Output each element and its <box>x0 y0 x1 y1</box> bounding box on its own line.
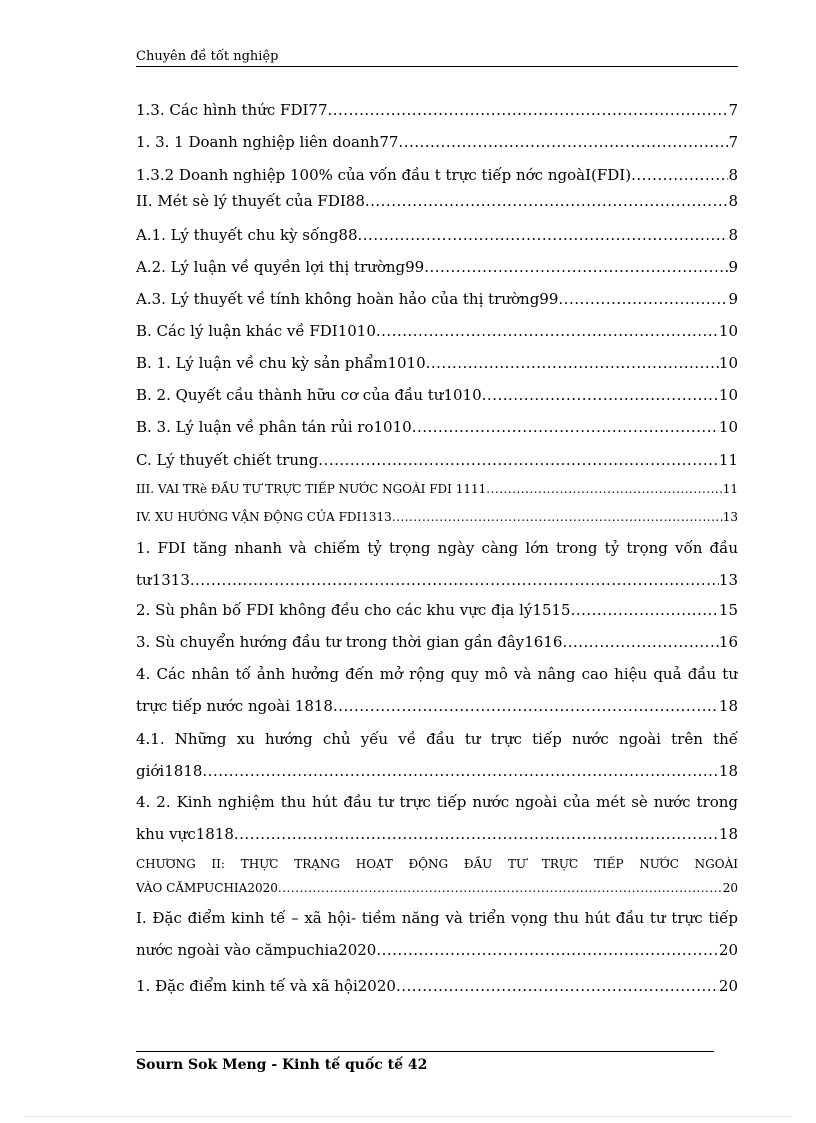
toc-entry[interactable] <box>136 632 738 652</box>
dot-leader <box>482 385 719 405</box>
toc-entry-text: C. Lý thuyết chiết trung <box>136 451 319 469</box>
footer-divider <box>136 1051 714 1052</box>
dot-leader <box>398 132 728 152</box>
toc-entry[interactable] <box>136 417 738 437</box>
toc-entry-text: 1.3. Các hình thức FDI77 <box>136 101 328 119</box>
dot-leader <box>631 165 728 185</box>
toc-entry[interactable] <box>136 538 738 590</box>
toc-entry-text: A.2. Lý luận về quyền lợi thị trường99 <box>136 258 425 276</box>
dot-leader <box>318 450 719 470</box>
toc-entry[interactable] <box>136 225 738 245</box>
page-footer <box>136 1057 738 1073</box>
toc-entry-text: B. 2. Quyết cầu thành hữu cơ của đầu tư1010 <box>136 386 482 404</box>
toc-page-number: 16 <box>718 633 738 651</box>
toc-entry-text: A.1. Lý thuyết chu kỳ sống88 <box>136 226 358 244</box>
toc-page-number: 10 <box>718 386 738 404</box>
toc-entry-text: III. VAI TRè ĐẦU TƯ TRỰC TIẾP NƯỚC NGOÀI FDI 1111 <box>136 482 487 496</box>
footer-author: Sourn Sok Meng - Kinh tế quốc tế 42 <box>136 1057 428 1073</box>
toc-page-number: 18 <box>718 762 738 780</box>
toc-page-number: 10 <box>718 418 738 436</box>
toc-entry[interactable] <box>136 450 738 470</box>
toc-entry-text: II. Mét sè lý thuyết của FDI88 <box>136 192 365 210</box>
page-edge-divider <box>24 1116 792 1117</box>
dot-leader <box>412 417 719 437</box>
toc-page-number: 20 <box>718 941 738 959</box>
toc-entry-text: 1. Đặc điểm kinh tế và xã hội2020 <box>136 977 396 995</box>
toc-entry[interactable] <box>136 664 738 716</box>
dot-leader <box>571 600 719 620</box>
toc-entry[interactable] <box>136 100 738 120</box>
toc-page-number: 8 <box>728 226 738 244</box>
toc-entry-text: B. 3. Lý luận về phân tán rủi ro1010 <box>136 418 412 436</box>
toc-page-number: 8 <box>728 166 738 184</box>
toc-entry[interactable] <box>136 481 738 497</box>
toc-page-number: 15 <box>718 601 738 619</box>
toc-entry-text-line1: 4. 2. Kinh nghiệm thu hút đầu tư trực tiếp nước ngoài của mét sè nước trong <box>136 793 738 811</box>
dot-leader <box>376 940 719 960</box>
dot-leader <box>202 761 719 781</box>
dot-leader <box>190 570 719 590</box>
toc-entry-text-line1: CHƯƠNG II: THỰC TRẠNG HOẠT ĐỘNG ĐẦU TƯ TRỰC TIẾP NƯỚC NGOÀI <box>136 857 738 871</box>
toc-entry-text: 1. 3. 1 Doanh nghiệp liên doanh77 <box>136 133 399 151</box>
toc-entry-text-line1: 1. FDI tăng nhanh và chiếm tỷ trọng ngày càng lớn trong tỷ trọng vốn đầu <box>136 539 738 557</box>
toc-entry-text: IV. XU HƯỚNG VẬN ĐỘNG CỦA FDI1313 <box>136 510 392 524</box>
toc-entry[interactable] <box>136 600 738 620</box>
toc-entry-text: B. Các lý luận khác về FDI1010 <box>136 322 376 340</box>
toc-entry[interactable] <box>136 132 738 152</box>
toc-entry-text: nước ngoài vào cămpuchia2020 <box>136 941 377 959</box>
toc-entry[interactable] <box>136 908 738 960</box>
toc-page-number: 18 <box>718 825 738 843</box>
toc-entry-text: giới1818 <box>136 762 203 780</box>
dot-leader <box>486 481 722 497</box>
toc-entry-text: tư1313 <box>136 571 190 589</box>
toc-page-number: 13 <box>722 510 738 524</box>
toc-page-number: 10 <box>718 322 738 340</box>
toc-entry[interactable] <box>136 257 738 277</box>
dot-leader <box>358 225 729 245</box>
toc-entry-text: 3. Sù chuyển hướng đầu tư trong thời gian gần đây1616 <box>136 633 563 651</box>
toc-entry[interactable] <box>136 165 738 185</box>
toc-page-number: 20 <box>722 881 738 895</box>
toc-entry-text: A.3. Lý thuyết về tính không hoàn hảo của thị trường99 <box>136 290 559 308</box>
toc-page-number: 11 <box>718 451 738 469</box>
toc-page-number: 7 <box>728 133 738 151</box>
toc-entry[interactable] <box>136 191 738 211</box>
toc-entry[interactable] <box>136 729 738 781</box>
toc-page-number: 13 <box>718 571 738 589</box>
toc-entry[interactable] <box>136 856 738 896</box>
toc-page-number: 11 <box>722 482 738 496</box>
toc-entry[interactable] <box>136 509 738 525</box>
dot-leader <box>392 509 723 525</box>
toc-entry-text: 1.3.2 Doanh nghiệp 100% của vốn đầu t trực tiếp nớc ngoàI(FDI) <box>136 166 632 184</box>
toc-entry-text: B. 1. Lý luận về chu kỳ sản phẩm1010 <box>136 354 426 372</box>
toc-entry[interactable] <box>136 289 738 309</box>
dot-leader <box>396 976 719 996</box>
toc-entry-text: trực tiếp nước ngoài 1818 <box>136 697 333 715</box>
toc-page-number: 9 <box>728 258 738 276</box>
toc-entry[interactable] <box>136 976 738 996</box>
dot-leader <box>558 289 728 309</box>
toc-page-number: 9 <box>728 290 738 308</box>
toc-entry-text-line1: I. Đặc điểm kinh tế – xã hội- tiềm năng và triển vọng thu hút đầu tư trực tiếp <box>136 909 738 927</box>
toc-entry[interactable] <box>136 321 738 341</box>
toc-entry-text: 2. Sù phân bố FDI không đều cho các khu vực địa lý1515 <box>136 601 571 619</box>
toc-page-number: 7 <box>728 101 738 119</box>
dot-leader <box>328 100 729 120</box>
toc-page-number: 10 <box>718 354 738 372</box>
toc-page-number: 18 <box>718 697 738 715</box>
toc-entry-text: VÀO CĂMPUCHIA2020 <box>136 881 278 895</box>
dot-leader <box>376 321 719 341</box>
dot-leader <box>333 696 719 716</box>
dot-leader <box>234 824 719 844</box>
toc-entry-text-line1: 4.1. Những xu hướng chủ yếu về đầu tư trực tiếp nước ngoài trên thế <box>136 730 738 748</box>
toc-entry[interactable] <box>136 385 738 405</box>
dot-leader <box>278 880 723 896</box>
dot-leader <box>424 257 728 277</box>
toc-page-number: 8 <box>728 192 738 210</box>
toc-entry-text: khu vực1818 <box>136 825 234 843</box>
header-title: Chuyên đề tốt nghiệp <box>136 49 279 64</box>
toc-entry[interactable] <box>136 792 738 844</box>
toc-entry-text-line1: 4. Các nhân tố ảnh hưởng đến mở rộng quy mô và nâng cao hiệu quả đầu tư <box>136 665 738 683</box>
dot-leader <box>365 191 729 211</box>
dot-leader <box>426 353 719 373</box>
dot-leader <box>562 632 718 652</box>
toc-entry[interactable] <box>136 353 738 373</box>
page-header <box>136 49 738 67</box>
toc-page-number: 20 <box>718 977 738 995</box>
